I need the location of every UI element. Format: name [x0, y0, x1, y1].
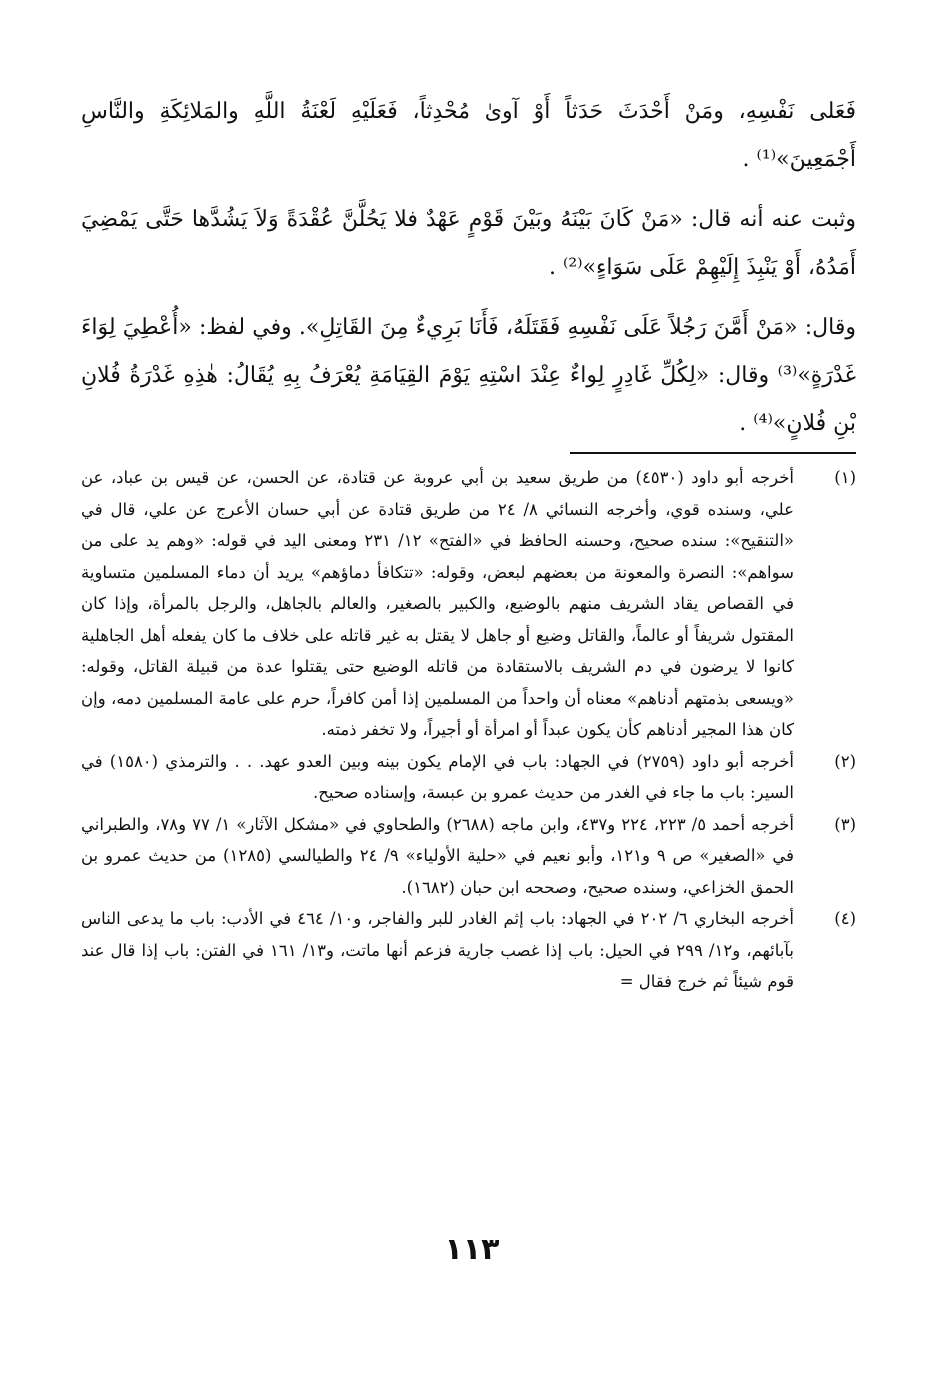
footnote-separator [570, 452, 856, 454]
footnote-text: أخرجه أبو داود (٤٥٣٠) من طريق سعيد بن أبي عروبة عن قتادة، عن الحسن، عن قيس بن عباد، عن علي، وسنده قوي، وأخرجه النسائي ٨/ ٢٤ من طريق قتادة عن أبي حسان الأعرج عن علي، قال في «التنقيح»: سنده صحيح، وحسنه الحافظ في «الفتح» ١٢/ ٢٣١ ومعنى اليد في قوله: «وهم يد على من سواهم»: النصرة والمعونة من بعضهم لبعض، وقوله: «تتكافأ دماؤهم» يريد أن دماء المسلمين متساوية في القصاص يقاد الشريف منهم بالوضيع، والكبير بالصغير، والعالم بالجاهل، والرجل بالمرأة، وإذا كان المقتول شريفاً أو عالماً، والقاتل وضيع أو جاهل لا يقتل به غير قاتله على خلاف ما كان يفعله أهل الجاهلية كانوا لا يرضون في دم الشريف بالاستقادة من قاتله الوضيع حتى يقتلوا عدة من قبيلة القاتل، وقوله: «ويسعى بذمتهم أدناهم» معناه أن واحداً من المسلمين إذا أمن كافراً، حرم على عامة المسلمين دمه، وإن كان هذا المجير أدناهم كأن يكون عبداً أو امرأة أو أجيراً، ولا تخفر ذمته. [81, 468, 794, 739]
main-paragraph-2: وثبت عنه أنه قال: «مَنْ كَانَ بَيْنَهُ وبَيْنَ قَوْمٍ عَهْدٌ فلا يَحُلَّنَّ عُقْدَةً وَلاَ يَشُدَّها حَتَّى يَمْضِيَ أَمَدُهُ، أَوْ يَنْبِذَ إِلَيْهِمْ عَلَى سَوَاءٍ»⁽²⁾ . [81, 207, 856, 280]
page-number: ١١٣ [444, 1232, 500, 1267]
footnote-number: (٣) [834, 814, 856, 834]
footnote-1 [81, 462, 856, 746]
footnote-number: (٤) [834, 909, 856, 928]
footnote-text: أخرجه البخاري ٦/ ٢٠٢ في الجهاد: باب إثم الغادر للبر والفاجر، و١٠/ ٤٦٤ في الأدب: باب ما يدعى الناس بآبائهم، و١٢/ ٢٩٩ في الحيل: باب إذا غصب جارية فزعم أنها ماتت، و١٣/ ١٦١ في الفتن: باب إذا قال عند قوم شيئاً ثم خرج فقال = [81, 909, 795, 991]
main-paragraph-3: وقال: «مَنْ أَمَّنَ رَجُلاً عَلَى نَفْسِهِ فَقَتَلَهُ، فَأَنَا بَرِيءٌ مِنَ القَاتِلِ». وفي لفظ: «أُعْطِيَ لِوَاءَ غَدْرَةٍ»⁽³⁾ وقال: «لِكُلِّ غَادِرٍ لِواءٌ عِنْدَ اسْتِهِ يَوْمَ القِيَامَةِ يُعْرَفُ بِهِ يُقَالُ: هٰذِهِ غَدْرَةُ فُلانِ بْنِ فُلانٍ»⁽⁴⁾ . [81, 315, 856, 436]
footnote-number: (١) [834, 468, 856, 487]
footnote-4 [81, 903, 856, 998]
footnote-text: أخرجه أحمد ٥/ ٢٢٣، ٢٢٤ و٤٣٧، وابن ماجه (٢٦٨٨) والطحاوي في «مشكل الآثار» ١/ ٧٧ و٧٨، والطبراني في «الصغير» ص ٩ و١٢١، وأبو نعيم في «حلية الأولياء» ٩/ ٢٤ والطيالسي (١٢٨٥) من حديث عمرو بن الحمق الخزاعي، وسنده صحيح، وصححه ابن حبان (١٦٨٢). [81, 814, 794, 897]
main-paragraph-1: فَعَلى نَفْسِهِ، ومَنْ أَحْدَثَ حَدَثاً أَوْ آوىٰ مُحْدِثاً، فَعَلَيْهِ لَعْنَةُ اللَّهِ والمَلائِكَةِ والنَّاسِ أَجْمَعِينَ»⁽¹⁾ . [81, 99, 856, 172]
footnote-text: أخرجه أبو داود (٢٧٥٩) في الجهاد: باب في الإمام يكون بينه وبين العدو عهد. . . والترمذي (١٥٨٠) في السير: باب ما جاء في الغدر من حديث عمرو بن عبسة، وإسناده صحيح. [81, 751, 794, 802]
footnote-3 [81, 809, 856, 904]
footnote-2 [81, 746, 856, 809]
main-text [81, 88, 856, 460]
footnotes [81, 462, 856, 998]
footnote-number: (٢) [834, 751, 856, 771]
